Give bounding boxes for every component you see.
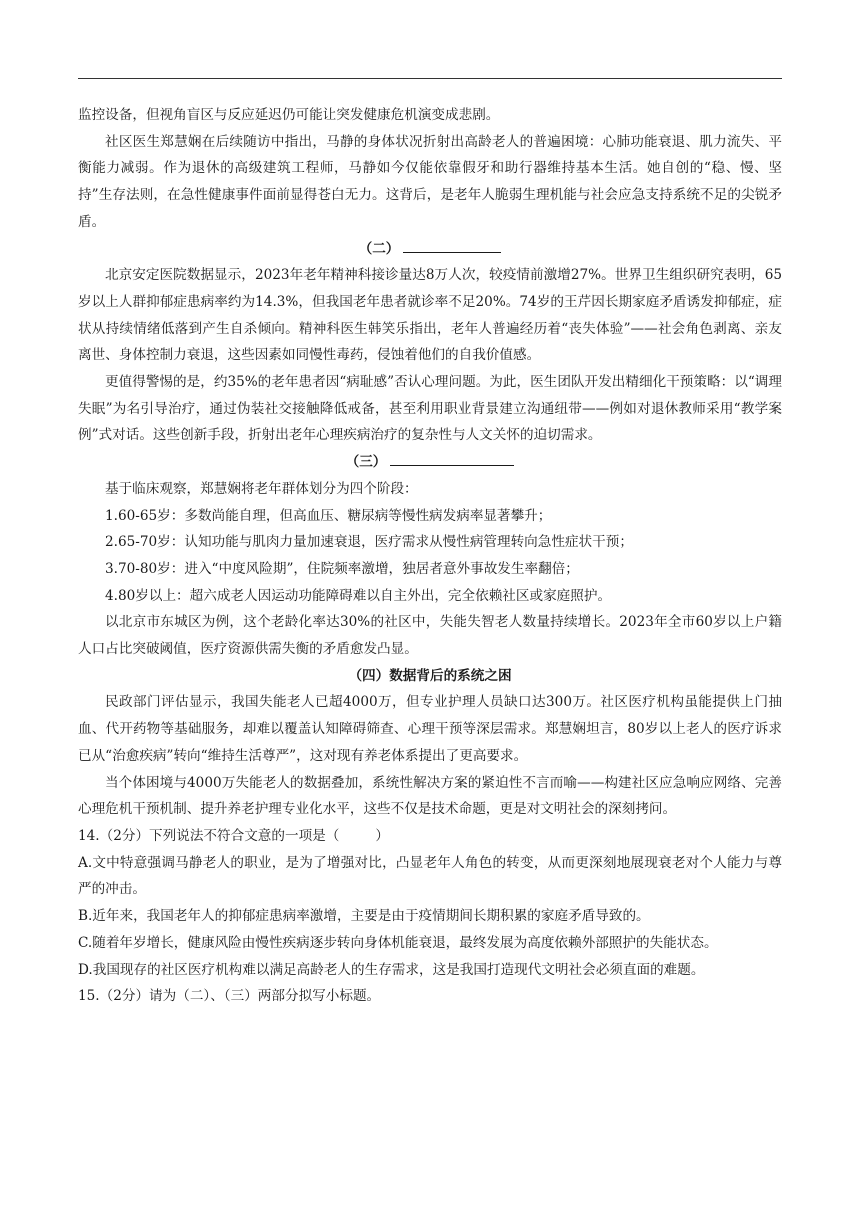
section-3-title-blank — [390, 451, 514, 466]
question-14-option-c: C.随着年岁增长，健康风险由慢性疾病逐步转向身体机能衰退，最终发展为高度依赖外部照护的失能状态。 — [78, 934, 718, 951]
stage-item-1: 1.60-65岁：多数尚能自理，但高血压、糖尿病等慢性病发病率显著攀升； — [105, 507, 552, 524]
section-2-paragraph-2: 更值得警惕的是，约35%的老年患者因“病耻感”否认心理问题。为此，医生团队开发出精细化干预策略：以“调理失眠”为名引导治疗，通过伪装社交接触降低戒备，甚至利用职业背景建立沟通纽带——例如对退休教师采用“教学案例”式对话。这些创新手段，折射出老年心理疾病治疗的复杂性与人文关怀的迫切需求。 — [78, 374, 782, 444]
intro-paragraph-1: 监控设备，但视角盲区与反应延迟仍可能让突发健康危机演变成悲剧。 — [78, 107, 500, 123]
intro-paragraph-2: 社区医生郑慧娴在后续随访中指出，马静的身体状况折射出高龄老人的普遍困境：心肺功能衰退、肌力流失、平衡能力减弱。作为退休的高级建筑工程师，马静如今仅能依靠假牙和助行器维持基本生活。她自创的“稳、慢、坚持”生存法则，在急性健康事件面前显得苍白无力。这背后，是老年人脆弱生理机能与社会应急支持系统不足的尖锐矛盾。 — [78, 133, 782, 230]
stage-item-4: 4.80岁以上：超六成老人因运动功能障碍难以自主外出，完全依赖社区或家庭照护。 — [105, 587, 612, 604]
stage-item-3: 3.70-80岁：进入“中度风险期”，住院频率激增，独居者意外事故发生率翻倍； — [105, 560, 579, 577]
section-3-intro: 基于临床观察，郑慧娴将老年群体划分为四个阶段： — [105, 480, 418, 497]
section-4-paragraph-2: 当个体困境与4000万失能老人的数据叠加，系统性解决方案的紧迫性不言而喻——构建社区应急响应网络、完善心理危机干预机制、提升养老护理专业化水平，这些不仅是技术命题，更是对文明社会的深刻拷问。 — [78, 774, 782, 818]
article-body — [78, 102, 782, 1010]
question-14-stem-text: 14.（2分）下列说法不符合文意的一项是（ — [78, 827, 340, 844]
section-4-paragraph-1: 民政部门评估显示，我国失能老人已超4000万，但专业护理人员缺口达300万。社区医疗机构虽能提供上门抽血、代开药物等基础服务，却难以覆盖认知障碍筛查、心理干预等深层需求。郑慧娴坦言，80岁以上老人的医疗诉求已从“治愈疾病”转向“维持生活尊严”，这对现有养老体系提出了更高要求。 — [78, 694, 782, 764]
question-14-option-a: A.文中特意强调马静老人的职业，是为了增强对比，凸显老年人角色的转变，从而更深刻地展现衰老对个人能力与尊严的冲击。 — [78, 854, 782, 898]
question-14-stem — [78, 823, 782, 850]
stage-item-2: 2.65-70岁：认知功能与肌肉力量加速衰退，医疗需求从慢性病管理转向急性症状干预； — [105, 534, 633, 551]
section-2-heading — [78, 236, 782, 263]
section-3-closing: 以北京市东城区为例，这个老龄化率达30%的社区中，失能失智老人数量持续增长。2023年全市60岁以上户籍人口占比突破阈值，医疗资源供需失衡的矛盾愈发凸显。 — [78, 614, 782, 658]
header-rule — [78, 78, 782, 79]
section-2-title-blank — [403, 238, 501, 253]
question-15-stem: 15.（2分）请为（二）、（三）两部分拟写小标题。 — [78, 988, 381, 1005]
section-3-heading-label: （三） — [345, 454, 387, 471]
section-3-heading — [78, 449, 782, 476]
section-2-paragraph-1: 北京安定医院数据显示，2023年老年精神科接诊量达8万人次，较疫情前激增27%。世界卫生组织研究表明，65岁以上人群抑郁症患病率约为14.3%，但我国老年患者就诊率不足20%。74岁的王芹因长期家庭矛盾诱发抑郁症，症状从持续情绪低落到产生自杀倾向。精神科医生韩笑乐指出，老年人普遍经历着“丧失体验”——社会角色剥离、亲友离世、身体控制力衰退，这些因素如同慢性毒药，侵蚀着他们的自我价值感。 — [78, 267, 782, 364]
section-4-heading: （四）数据背后的系统之困 — [348, 667, 512, 684]
question-14-option-b: B.近年来，我国老年人的抑郁症患病率激增，主要是由于疫情期间长期积累的家庭矛盾导致的。 — [78, 908, 650, 925]
question-14-option-d: D.我国现存的社区医疗机构难以满足高龄老人的生存需求，这是我国打造现代文明社会必须直面的难题。 — [78, 961, 705, 978]
section-2-heading-label: （二） — [358, 240, 400, 257]
question-14-stem-end: ） — [375, 827, 389, 844]
